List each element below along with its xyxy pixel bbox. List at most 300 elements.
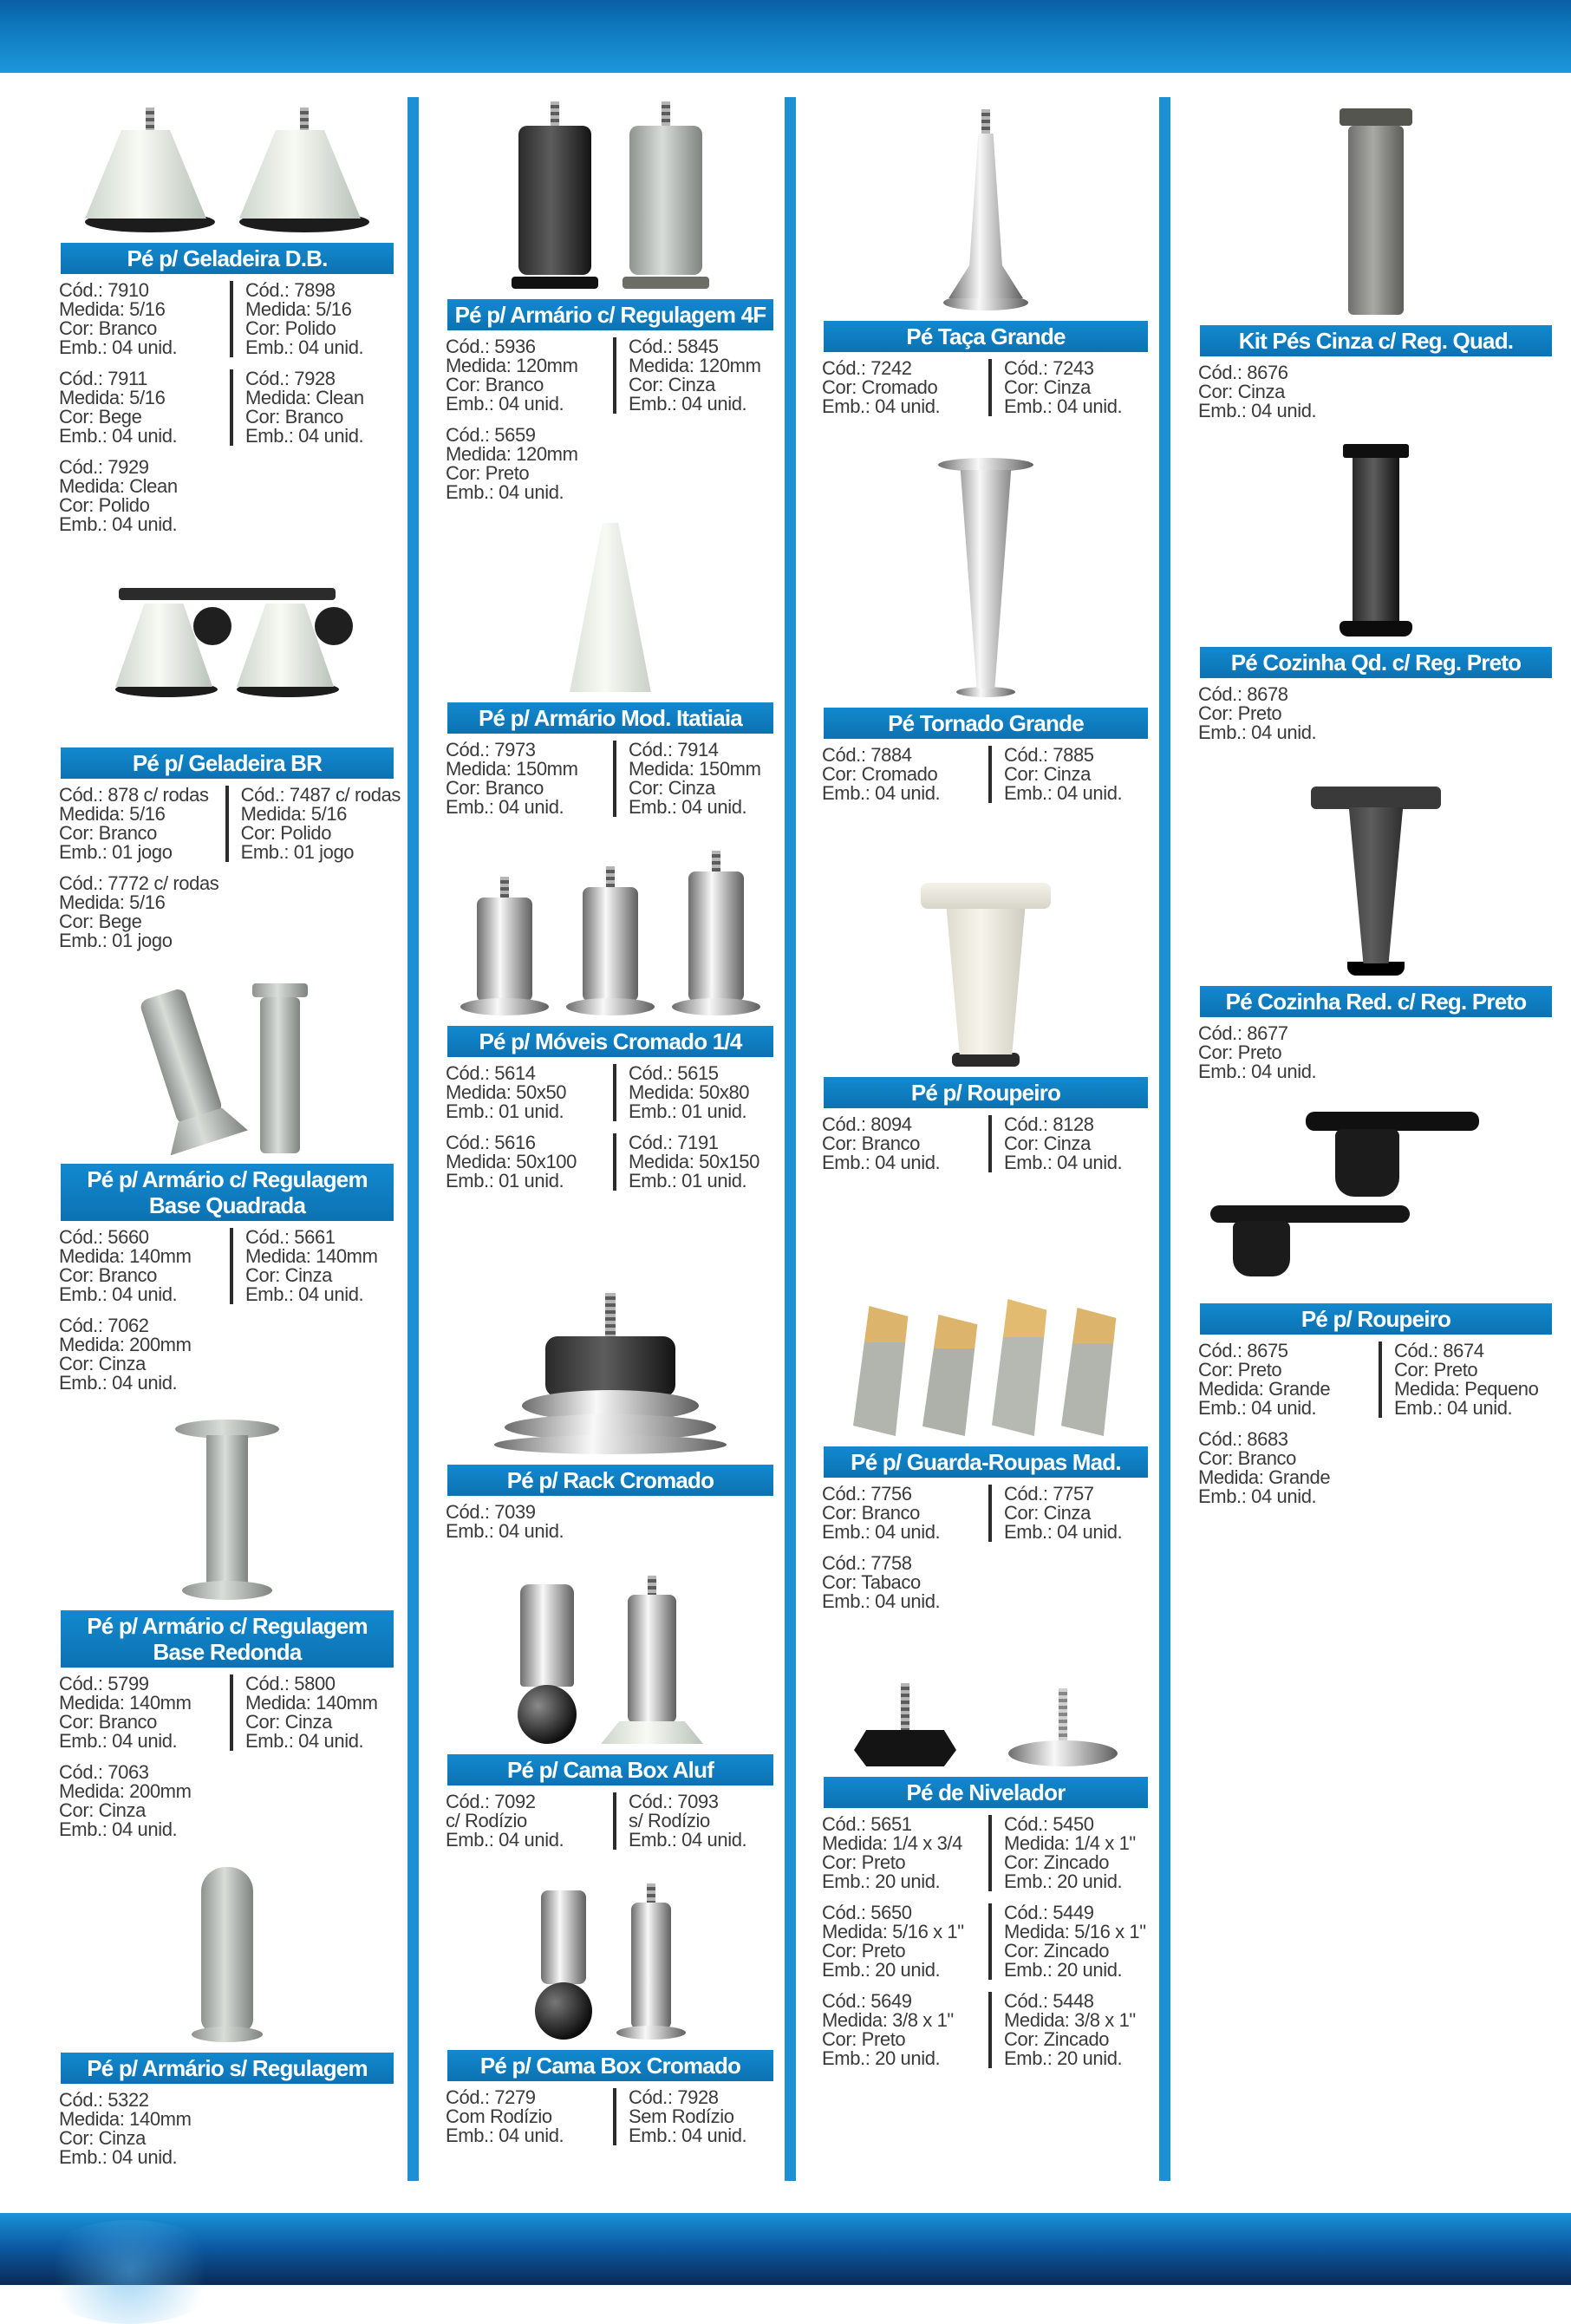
base-shape bbox=[623, 277, 709, 289]
page-footer bbox=[0, 2213, 1571, 2285]
product-line: Cód.: 7928 bbox=[245, 368, 336, 389]
product-line: Emb.: 04 unid. bbox=[1198, 721, 1317, 743]
photo-bed-box-chrome-legs bbox=[440, 1864, 780, 2050]
photo-cabinet-leg-round-base bbox=[54, 1407, 401, 1610]
product-line: Emb.: 20 unid. bbox=[822, 1870, 941, 1892]
base-disc-shape bbox=[566, 998, 655, 1015]
section-pe-tornado-grande bbox=[817, 430, 1155, 803]
product-line: Medida: 50x100 bbox=[446, 1151, 577, 1172]
straight-gray-leg bbox=[252, 983, 308, 1153]
product-line: Medida: Clean bbox=[245, 387, 364, 408]
leg-shape bbox=[139, 987, 224, 1125]
product-line: Emb.: 04 unid. bbox=[822, 782, 941, 804]
product-line: Cód.: 8678 bbox=[1198, 683, 1288, 705]
product-line: Medida: 1/4 x 3/4 bbox=[822, 1832, 962, 1854]
product-line: Emb.: 20 unid. bbox=[1004, 2047, 1123, 2069]
chrome-leg-glide bbox=[616, 1883, 686, 2040]
leg-shape bbox=[629, 126, 702, 275]
product-line: Cor: Preto bbox=[1198, 1041, 1282, 1063]
leg-shape bbox=[628, 1595, 676, 1723]
product-entry bbox=[230, 369, 401, 446]
product-entry bbox=[59, 786, 225, 862]
cap-shape bbox=[1340, 108, 1412, 126]
photo-refrigerator-feet-br bbox=[54, 548, 401, 747]
product-line: Emb.: 04 unid. bbox=[245, 336, 364, 358]
product-line: Cor: Cinza bbox=[1004, 1133, 1091, 1154]
screw-shape bbox=[901, 1683, 909, 1730]
product-list bbox=[1193, 1342, 1559, 1506]
black-leg bbox=[512, 101, 598, 289]
product-line: Sem Rodízio bbox=[629, 2105, 734, 2127]
product-line: Emb.: 01 unid. bbox=[446, 1170, 564, 1191]
product-line: Cód.: 5448 bbox=[1004, 1990, 1094, 2012]
product-entry bbox=[446, 1064, 613, 1121]
screw-shape bbox=[606, 866, 615, 887]
product-line: Emb.: 04 unid. bbox=[59, 1730, 178, 1752]
product-line: Cód.: 7092 bbox=[446, 1791, 536, 1812]
section-header: Pé Cozinha Red. c/ Reg. Preto bbox=[1200, 986, 1552, 1017]
product-line: Cód.: 7191 bbox=[629, 1132, 719, 1153]
screw-shape bbox=[712, 851, 720, 872]
product-list bbox=[1193, 363, 1559, 421]
product-line: Cód.: 8128 bbox=[1004, 1113, 1094, 1135]
section-header: Pé p/ Armário c/ Regulagem Base Quadrada bbox=[61, 1164, 394, 1221]
product-line: Cód.: 7487 c/ rodas bbox=[240, 784, 401, 806]
product-line: Cor: Bege bbox=[59, 406, 142, 428]
product-line: Cor: Cinza bbox=[59, 1353, 146, 1374]
product-line: Cor: Cinza bbox=[245, 1264, 332, 1286]
zinc-leveler-foot bbox=[1008, 1688, 1118, 1766]
product-entry bbox=[59, 1763, 230, 1839]
product-list bbox=[1193, 1024, 1559, 1081]
product-line: Emb.: 04 unid. bbox=[446, 1520, 564, 1542]
column-2 bbox=[440, 95, 780, 2159]
section-header: Pé p/ Armário Mod. Itatiaia bbox=[447, 702, 773, 734]
screw-shape bbox=[1059, 1688, 1067, 1740]
product-line: Cód.: 5322 bbox=[59, 2089, 149, 2111]
product-line: Emb.: 04 unid. bbox=[822, 1152, 941, 1173]
product-line: Medida: 50x50 bbox=[446, 1081, 567, 1103]
section-header: Pé p/ Rack Cromado bbox=[447, 1465, 773, 1496]
wheel-shape bbox=[315, 607, 353, 645]
product-line: Cor: Branco bbox=[59, 317, 157, 339]
product-entry bbox=[446, 337, 613, 414]
product-entry bbox=[988, 1115, 1155, 1172]
product-entry bbox=[988, 1992, 1155, 2068]
product-line: Cód.: 7772 c/ rodas bbox=[59, 872, 219, 894]
screw-shape bbox=[146, 108, 154, 130]
product-line: Cor: Cinza bbox=[1004, 1502, 1091, 1524]
product-line: Cor: Preto bbox=[1198, 1359, 1282, 1381]
screw-shape bbox=[551, 101, 559, 126]
product-line: Medida: 5/16 bbox=[245, 298, 352, 320]
product-line: Emb.: 04 unid. bbox=[1004, 395, 1123, 417]
photo-chrome-feet-trio bbox=[440, 831, 780, 1026]
chrome-goblet-leg bbox=[943, 109, 1028, 310]
product-list bbox=[817, 1485, 1155, 1611]
product-line: Emb.: 04 unid. bbox=[822, 395, 941, 417]
product-line: Emb.: 04 unid. bbox=[1198, 1485, 1317, 1507]
section-header: Pé p/ Armário s/ Regulagem bbox=[61, 2053, 394, 2084]
section-header: Pé p/ Cama Box Cromado bbox=[447, 2050, 773, 2081]
wheel-shape bbox=[193, 607, 231, 645]
product-line: Cor: Branco bbox=[446, 374, 544, 395]
product-entry bbox=[1198, 685, 1379, 742]
black-leveler-foot bbox=[854, 1683, 956, 1766]
column-separator-2 bbox=[785, 97, 796, 2181]
product-line: Cor: Zincado bbox=[1004, 1851, 1110, 1873]
product-line: Emb.: 01 unid. bbox=[629, 1170, 747, 1191]
product-line: Emb.: 04 unid. bbox=[59, 336, 178, 358]
photo-refrigerator-feet-db bbox=[54, 95, 401, 243]
photo-itatiaia-cone-leg bbox=[440, 516, 780, 702]
cup-shape bbox=[545, 1336, 675, 1397]
product-line: Emb.: 20 unid. bbox=[822, 1959, 941, 1981]
product-line: Medida: 150mm bbox=[629, 758, 761, 780]
product-line: Cód.: 7928 bbox=[629, 2086, 719, 2108]
product-line: Medida: 5/16 bbox=[59, 891, 166, 913]
product-line: Cód.: 7911 bbox=[59, 368, 148, 389]
base-shape bbox=[1347, 962, 1405, 976]
product-line: Medida: 120mm bbox=[446, 355, 578, 376]
product-line: Emb.: 04 unid. bbox=[1198, 400, 1317, 421]
photo-black-square-leg bbox=[1193, 434, 1559, 647]
product-line: Cor: Branco bbox=[59, 1711, 157, 1733]
product-line: Emb.: 04 unid. bbox=[59, 425, 178, 447]
product-line: Cor: Cinza bbox=[59, 1799, 146, 1821]
section-armario-sem-regulagem bbox=[54, 1853, 401, 2167]
bracket-bar-shape bbox=[119, 588, 336, 600]
product-entry bbox=[822, 746, 988, 803]
aluminum-leg-with-caster bbox=[518, 1584, 577, 1744]
gray-leg-round-base bbox=[175, 1420, 279, 1600]
product-line: Cor: Branco bbox=[59, 1264, 157, 1286]
screw-shape bbox=[300, 108, 309, 130]
section-header: Pé p/ Roupeiro bbox=[1200, 1303, 1552, 1335]
product-line: Cód.: 7756 bbox=[822, 1483, 912, 1505]
product-list bbox=[54, 2091, 401, 2167]
product-line: Emb.: 04 unid. bbox=[245, 1730, 364, 1752]
product-line: Medida: Pequeno bbox=[1394, 1378, 1539, 1400]
photo-wardrobe-foot-white bbox=[817, 817, 1155, 1077]
product-line: Emb.: 04 unid. bbox=[822, 1521, 941, 1543]
product-list bbox=[54, 1228, 401, 1393]
product-line: Medida: 50x150 bbox=[629, 1151, 759, 1172]
product-line: Emb.: 20 unid. bbox=[1004, 1870, 1123, 1892]
product-entry bbox=[613, 2088, 780, 2145]
product-line: Cód.: 7242 bbox=[822, 357, 912, 379]
white-cone-foot-with-wheel bbox=[237, 604, 339, 697]
product-line: Cód.: 7973 bbox=[446, 739, 536, 761]
product-line: Medida: 200mm bbox=[59, 1780, 192, 1802]
product-line: Cód.: 878 c/ rodas bbox=[59, 784, 209, 806]
product-line: Cód.: 7910 bbox=[59, 279, 149, 301]
section-header: Pé p/ Cama Box Aluf bbox=[447, 1754, 773, 1785]
section-roupeiro-col3 bbox=[817, 817, 1155, 1172]
product-line: Cor: Preto bbox=[446, 462, 530, 484]
product-entry bbox=[225, 786, 401, 862]
flared-base-shape bbox=[601, 1721, 703, 1744]
product-line: Medida: 200mm bbox=[59, 1334, 192, 1355]
product-line: Cor: Bege bbox=[59, 911, 142, 932]
product-entry bbox=[230, 281, 401, 357]
footer-glow-decoration bbox=[35, 2220, 225, 2324]
section-armario-base-quadrada bbox=[54, 964, 401, 1393]
product-line: Emb.: 04 unid. bbox=[1004, 782, 1123, 804]
product-entry bbox=[988, 359, 1155, 416]
photo-gray-square-leg bbox=[1193, 95, 1559, 325]
product-line: Medida: 50x80 bbox=[629, 1081, 750, 1103]
wood-wedge-shape bbox=[1061, 1308, 1118, 1436]
product-line: Cor: Zincado bbox=[1004, 1940, 1110, 1962]
flange-shape bbox=[1311, 787, 1441, 809]
base-disc-shape bbox=[192, 2027, 263, 2042]
product-entry bbox=[822, 1815, 988, 1891]
product-line: Com Rodízio bbox=[446, 2105, 552, 2127]
leg-shape bbox=[583, 887, 638, 1002]
section-roupeiro-col4 bbox=[1193, 1095, 1559, 1506]
product-line: Cód.: 7039 bbox=[446, 1501, 536, 1523]
product-line: Cód.: 5614 bbox=[446, 1062, 536, 1084]
product-line: Cor: Preto bbox=[822, 2028, 906, 2050]
leg-shape bbox=[201, 1867, 253, 2032]
section-header: Pé de Nivelador bbox=[824, 1777, 1148, 1808]
base-shape bbox=[512, 277, 598, 289]
aluminum-leg-glide bbox=[601, 1576, 703, 1744]
section-geladeira-db bbox=[54, 95, 401, 534]
product-line: Medida: 3/8 x 1" bbox=[1004, 2009, 1136, 2031]
product-list bbox=[54, 1674, 401, 1839]
product-line: Medida: 5/16 bbox=[59, 387, 166, 408]
product-list bbox=[440, 741, 780, 817]
product-line: Cor: Branco bbox=[1198, 1447, 1296, 1469]
foot-shape bbox=[1335, 1129, 1399, 1197]
section-guarda-roupas-madeira bbox=[817, 1186, 1155, 1611]
black-cone-leg bbox=[1311, 787, 1441, 976]
product-line: Emb.: 04 unid. bbox=[629, 796, 747, 818]
gray-square-leg bbox=[1340, 108, 1412, 315]
cap-shape bbox=[1343, 444, 1409, 458]
product-line: Cód.: 7898 bbox=[245, 279, 336, 301]
product-line: Cód.: 5659 bbox=[446, 424, 536, 446]
product-line: Medida: 150mm bbox=[446, 758, 578, 780]
column-separator-3 bbox=[1159, 97, 1170, 2181]
product-entry bbox=[822, 1485, 988, 1542]
disc-base-shape bbox=[1008, 1740, 1118, 1766]
product-entry bbox=[822, 1115, 988, 1172]
photo-black-cone-leg bbox=[1193, 756, 1559, 986]
product-line: Emb.: 04 unid. bbox=[59, 513, 178, 535]
base-shape bbox=[952, 1053, 1020, 1067]
product-line: Cor: Cinza bbox=[629, 374, 715, 395]
product-line: Emb.: 04 unid. bbox=[446, 2125, 564, 2146]
product-line: Cor: Cinza bbox=[59, 2127, 146, 2149]
bracket-shape bbox=[1210, 1205, 1410, 1223]
product-line: Emb.: 04 unid. bbox=[629, 2125, 747, 2146]
product-list bbox=[54, 786, 401, 950]
product-line: Cor: Cromado bbox=[822, 376, 938, 398]
leg-shape bbox=[541, 1890, 586, 1984]
wood-wedge-shape bbox=[922, 1315, 980, 1436]
photo-cabinet-legs-4f bbox=[440, 95, 780, 299]
black-square-leg bbox=[1340, 444, 1412, 636]
chrome-foot bbox=[672, 851, 760, 1015]
product-line: Cor: Polido bbox=[240, 822, 332, 844]
black-wardrobe-foot-large bbox=[1306, 1112, 1479, 1197]
product-line: Cód.: 8677 bbox=[1198, 1022, 1288, 1044]
product-line: Medida: 5/16 x 1" bbox=[1004, 1921, 1146, 1942]
product-entry bbox=[446, 1792, 613, 1850]
product-line: Cor: Preto bbox=[822, 1851, 906, 1873]
product-line: Emb.: 04 unid. bbox=[1394, 1397, 1513, 1419]
product-line: Emb.: 04 unid. bbox=[629, 393, 747, 415]
product-line: Medida: 5/16 x 1" bbox=[822, 1921, 964, 1942]
section-pe-nivelador bbox=[817, 1625, 1155, 2068]
column-4 bbox=[1193, 95, 1559, 1520]
product-line: Emb.: 04 unid. bbox=[822, 1590, 941, 1612]
product-line: Emb.: 20 unid. bbox=[822, 2047, 941, 2069]
product-line: Emb.: 04 unid. bbox=[1198, 1061, 1317, 1082]
product-entry bbox=[613, 1133, 780, 1191]
leg-shape bbox=[631, 1903, 671, 2029]
screw-shape bbox=[981, 109, 990, 134]
product-line: Emb.: 01 unid. bbox=[629, 1100, 747, 1122]
product-line: Emb.: 01 jogo bbox=[59, 930, 173, 951]
product-entry bbox=[988, 1485, 1155, 1542]
product-line: Cor: Cinza bbox=[245, 1711, 332, 1733]
foot-shape bbox=[1233, 1221, 1290, 1276]
product-line: Cód.: 8683 bbox=[1198, 1428, 1288, 1450]
leg-shape bbox=[1353, 458, 1399, 621]
product-line: Cód.: 7914 bbox=[629, 739, 719, 761]
product-line: Cód.: 5936 bbox=[446, 336, 536, 357]
product-line: Cód.: 5449 bbox=[1004, 1902, 1094, 1923]
photo-cabinet-leg-plain bbox=[54, 1853, 401, 2053]
feet-row bbox=[115, 604, 339, 697]
product-list bbox=[817, 359, 1155, 416]
foot-shape bbox=[239, 130, 361, 219]
section-header: Pé Taça Grande bbox=[824, 321, 1148, 352]
product-entry bbox=[446, 741, 613, 817]
product-entry bbox=[822, 359, 988, 416]
product-line: Cód.: 8094 bbox=[822, 1113, 912, 1135]
product-line: Cor: Cromado bbox=[822, 763, 938, 785]
product-line: c/ Rodízio bbox=[446, 1810, 527, 1831]
chrome-leg-with-caster bbox=[535, 1890, 592, 2040]
product-line: Medida: 140mm bbox=[245, 1692, 378, 1714]
caster-wheel-shape bbox=[518, 1685, 577, 1744]
screw-shape bbox=[605, 1293, 616, 1336]
product-line: Cor: Branco bbox=[59, 822, 157, 844]
product-line: Medida: 120mm bbox=[446, 443, 578, 465]
product-line: Medida: Clean bbox=[59, 475, 178, 497]
photo-bed-box-aluminum-legs bbox=[440, 1555, 780, 1754]
product-line: Cód.: 8674 bbox=[1394, 1340, 1484, 1361]
product-line: Emb.: 01 jogo bbox=[59, 841, 173, 863]
product-line: Emb.: 01 unid. bbox=[446, 1100, 564, 1122]
product-list bbox=[1193, 685, 1559, 742]
product-line: Cor: Polido bbox=[245, 317, 336, 339]
leg-shape bbox=[1331, 807, 1421, 963]
product-line: Cód.: 5799 bbox=[59, 1673, 149, 1694]
product-entry bbox=[59, 874, 225, 950]
white-wardrobe-foot bbox=[921, 883, 1051, 1067]
product-entry bbox=[446, 2088, 613, 2145]
product-entry bbox=[613, 1792, 780, 1850]
column-separator-1 bbox=[407, 97, 419, 2181]
product-line: Cor: Branco bbox=[245, 406, 343, 428]
product-entry bbox=[988, 746, 1155, 803]
product-entry bbox=[613, 337, 780, 414]
chrome-dome-foot bbox=[494, 1293, 727, 1454]
base-disc-shape bbox=[616, 2026, 686, 2040]
product-list bbox=[817, 746, 1155, 803]
leg-shape bbox=[520, 1584, 574, 1687]
product-line: Emb.: 04 unid. bbox=[1004, 1521, 1123, 1543]
product-entry bbox=[988, 1815, 1155, 1891]
product-line: Emb.: 04 unid. bbox=[245, 1283, 364, 1305]
body-shape bbox=[939, 909, 1033, 1054]
product-entry bbox=[822, 1554, 988, 1611]
product-line: Emb.: 04 unid. bbox=[245, 425, 364, 447]
product-line: Medida: 140mm bbox=[59, 1692, 192, 1714]
base-disc-shape bbox=[460, 998, 549, 1015]
product-line: Cor: Cinza bbox=[1198, 381, 1285, 402]
wood-wedge-shape bbox=[853, 1306, 910, 1436]
product-line: Cód.: 5615 bbox=[629, 1062, 719, 1084]
tilted-gray-leg bbox=[122, 982, 248, 1155]
product-line: Medida: Grande bbox=[1198, 1378, 1331, 1400]
product-line: Cód.: 7929 bbox=[59, 456, 149, 478]
product-line: Medida: 1/4 x 1" bbox=[1004, 1832, 1136, 1854]
product-line: Cor: Branco bbox=[822, 1502, 920, 1524]
product-line: Cor: Zincado bbox=[1004, 2028, 1110, 2050]
product-line: Cor: Preto bbox=[1394, 1359, 1478, 1381]
product-line: Cód.: 7758 bbox=[822, 1552, 912, 1574]
black-wardrobe-foot-small bbox=[1210, 1205, 1410, 1276]
chrome-foot bbox=[460, 877, 549, 1015]
section-header: Pé p/ Geladeira D.B. bbox=[61, 243, 394, 274]
section-cama-box-cromado bbox=[440, 1864, 780, 2145]
section-header: Pé p/ Guarda-Roupas Mad. bbox=[824, 1446, 1148, 1478]
screw-shape bbox=[648, 1576, 656, 1595]
dome-tier-shape bbox=[494, 1435, 727, 1454]
product-entry bbox=[446, 426, 613, 502]
section-kit-pes-cinza bbox=[1193, 95, 1559, 421]
foot-shape bbox=[85, 130, 206, 219]
column-1 bbox=[54, 95, 401, 2181]
product-entry bbox=[613, 741, 780, 817]
product-line: Cód.: 7279 bbox=[446, 2086, 536, 2108]
product-line: Emb.: 04 unid. bbox=[59, 1818, 178, 1840]
product-entry bbox=[59, 281, 230, 357]
product-list bbox=[817, 1815, 1155, 2068]
product-entry bbox=[59, 1674, 230, 1751]
product-line: Cód.: 5650 bbox=[822, 1902, 912, 1923]
product-line: Medida: 5/16 bbox=[240, 803, 347, 825]
gray-cylinder-leg bbox=[192, 1867, 263, 2042]
section-header: Kit Pés Cinza c/ Reg. Quad. bbox=[1200, 325, 1552, 356]
leg-shape bbox=[260, 997, 300, 1153]
product-line: Cód.: 5651 bbox=[822, 1813, 912, 1835]
product-line: Emb.: 04 unid. bbox=[446, 1829, 564, 1851]
product-list bbox=[440, 2088, 780, 2145]
product-entry bbox=[59, 2091, 230, 2167]
product-line: Cód.: 7885 bbox=[1004, 744, 1094, 766]
product-entry bbox=[59, 458, 230, 534]
page-top-banner bbox=[0, 0, 1571, 73]
product-line: Cor: Preto bbox=[822, 1940, 906, 1962]
